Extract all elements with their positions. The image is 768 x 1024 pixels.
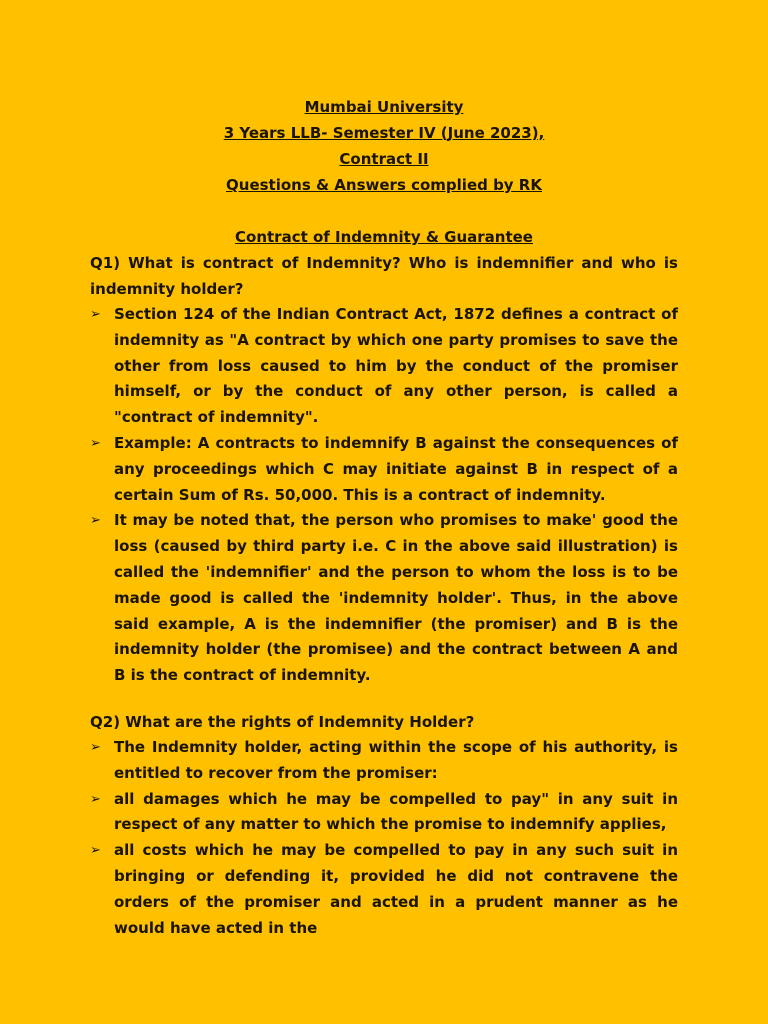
answer-1-bullet-2 — [90, 431, 678, 508]
question-2: Q2) What are the rights of Indemnity Holder? — [90, 712, 475, 731]
bullet-arrow-icon: ➢ — [90, 791, 101, 807]
question-1: Q1) What is contract of Indemnity? Who is indemnifier and who is indemnity holder? — [90, 254, 678, 298]
answer-1-list — [90, 302, 678, 689]
bullet-text: The Indemnity holder, acting within the scope of his authority, is entitled to recover from the promiser: — [114, 737, 678, 782]
bullet-arrow-icon: ➢ — [90, 843, 101, 859]
answer-1-bullet-1 — [90, 302, 678, 431]
bullet-text: It may be noted that, the person who promises to make' good the loss (caused by third party i.e. C in the above said illustration) is called the 'indemnifier' and the person to whom the loss is to be made good is called the 'indemnity holder'. Thus, in the above said example, A is the indemnifier (the promiser) and B is the indemnity holder (the promisee) and the contract between A and B is the contract of indemnity. — [114, 511, 678, 685]
document-header — [90, 94, 678, 198]
bullet-text: Example: A contracts to indemnify B against the consequences of any proceedings which C may initiate against B in respect of a certain Sum of Rs. 50,000. This is a contract of indemnity. — [114, 433, 678, 504]
header-compiler: Questions & Answers complied by RK — [226, 176, 542, 194]
bullet-arrow-icon: ➢ — [90, 307, 101, 322]
answer-1-bullet-3 — [90, 508, 678, 689]
bullet-text: Section 124 of the Indian Contract Act, 1872 defines a contract of indemnity as "A contract by which one party promises to save the other from loss caused to him by the conduct of the promiser himself, or by the conduct of any other person, is called a "contract of indemnity". — [114, 305, 678, 427]
header-university: Mumbai University — [304, 98, 464, 116]
section-title: Contract of Indemnity & Guarantee — [235, 228, 533, 246]
bullet-text: all damages which he may be compelled to pay" in any suit in respect of any matter to which the promise to indemnify applies, — [114, 789, 678, 834]
bullet-text: all costs which he may be compelled to pay in any such suit in bringing or defending it, provided he did not contravene the orders of the promiser and acted in a prudent manner as he would have acted in the — [114, 841, 678, 937]
bullet-arrow-icon: ➢ — [90, 435, 101, 451]
header-subject: Contract II — [339, 150, 429, 168]
answer-2-list — [90, 735, 678, 941]
spacer — [90, 689, 678, 709]
answer-2-bullet-2 — [90, 787, 678, 839]
answer-2-bullet-1 — [90, 735, 678, 787]
bullet-arrow-icon: ➢ — [90, 739, 101, 755]
answer-2-bullet-3 — [90, 838, 678, 941]
header-course: 3 Years LLB- Semester IV (June 2023), — [223, 124, 545, 142]
bullet-arrow-icon: ➢ — [90, 513, 101, 529]
